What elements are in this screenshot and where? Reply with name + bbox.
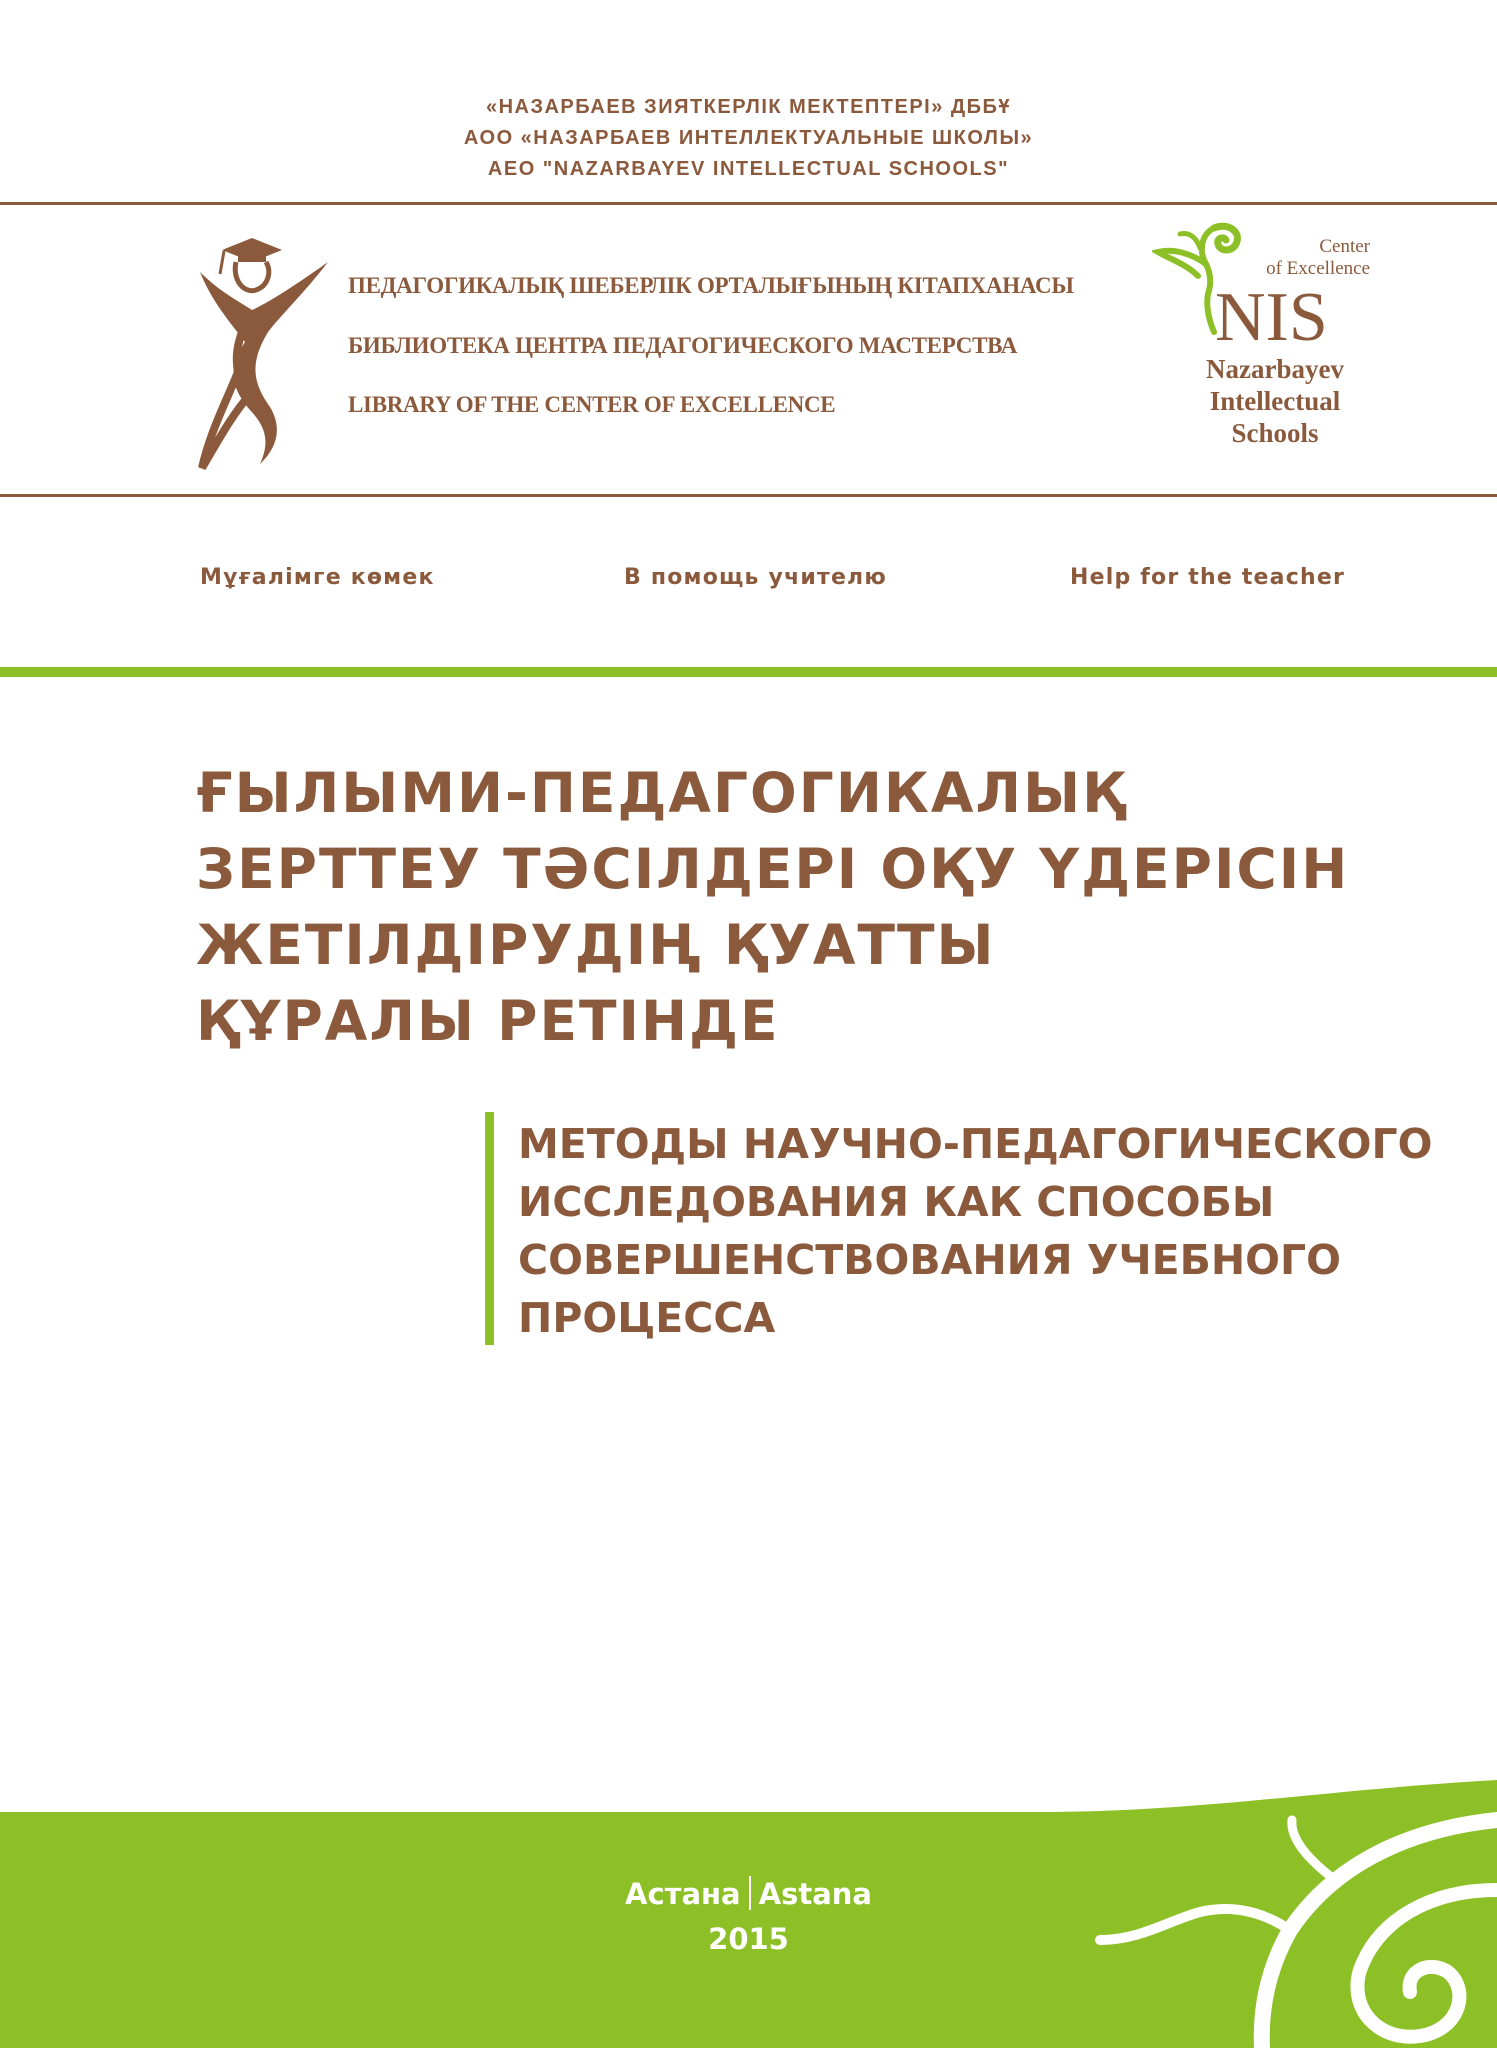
title-ru-accent-bar (485, 1112, 494, 1345)
title-kz-line2: ЗЕРТТЕУ ТӘСІЛДЕРІ ОҚУ ҮДЕРІСІН (196, 837, 1350, 901)
header-divider-bottom (0, 494, 1497, 497)
nis-name-line2: Intellectual (1209, 386, 1341, 416)
org-name-kz: «НАЗАРБАЕВ ЗИЯТКЕРЛІК МЕКТЕПТЕРІ» ДББҰ (485, 96, 1012, 118)
title-ru-line1: МЕТОДЫ НАУЧНО-ПЕДАГОГИЧЕСКОГО (518, 1120, 1433, 1168)
green-divider (0, 667, 1497, 677)
title-ru-line3: СОВЕРШЕНСТВОВАНИЯ УЧЕБНОГО (518, 1236, 1341, 1284)
title-ru (518, 1115, 1432, 1347)
title-kz-line1: ҒЫЛЫМИ-ПЕДАГОГИКАЛЫҚ (196, 761, 1127, 825)
title-ru-line2: ИССЛЕДОВАНИЯ КАК СПОСОБЫ (518, 1178, 1275, 1226)
nis-wordmark: NIS (1215, 279, 1328, 356)
series-label-kz: Мұғалімге көмек (200, 565, 435, 590)
library-name-en: LIBRARY OF THE CENTER OF EXCELLENCE (348, 392, 836, 417)
org-name-ru: АОО «НАЗАРБАЕВ ИНТЕЛЛЕКТУАЛЬНЫЕ ШКОЛЫ» (463, 127, 1034, 149)
city-kz: Астана (625, 1877, 741, 1911)
title-kz (196, 755, 1349, 1059)
nis-excellence-label: of Excellence (1266, 258, 1370, 279)
series-label-ru: В помощь учителю (624, 565, 887, 590)
city-en: Astana (758, 1877, 872, 1911)
city-separator (749, 1876, 751, 1910)
nis-name-line1: Nazarbayev (1206, 354, 1344, 384)
series-label-en: Help for the teacher (1070, 565, 1345, 590)
header-divider-top (0, 202, 1497, 205)
title-kz-line4: ҚҰРАЛЫ РЕТІНДЕ (196, 989, 780, 1053)
title-ru-line4: ПРОЦЕССА (518, 1294, 776, 1342)
graduate-figure-icon (190, 232, 340, 472)
library-name-ru: БИБЛИОТЕКА ЦЕНТРА ПЕДАГОГИЧЕСКОГО МАСТЕРСТВА (348, 333, 1018, 358)
library-name-kz: ПЕДАГОГИКАЛЫҚ ШЕБЕРЛІК ОРТАЛЫҒЫНЫҢ КІТАПХАНАСЫ (348, 273, 1074, 298)
title-kz-line3: ЖЕТІЛДІРУДІҢ ҚУАТТЫ (196, 913, 996, 977)
nis-center-label: Center (1319, 236, 1370, 257)
publication-city (0, 1876, 1497, 1911)
nis-name-line3: Schools (1231, 418, 1319, 448)
footer-band (0, 1780, 1497, 2048)
org-name-en: АЕО "NAZARBAYEV INTELLECTUAL SCHOOLS" (487, 158, 1010, 180)
publication-year: 2015 (708, 1922, 789, 1956)
